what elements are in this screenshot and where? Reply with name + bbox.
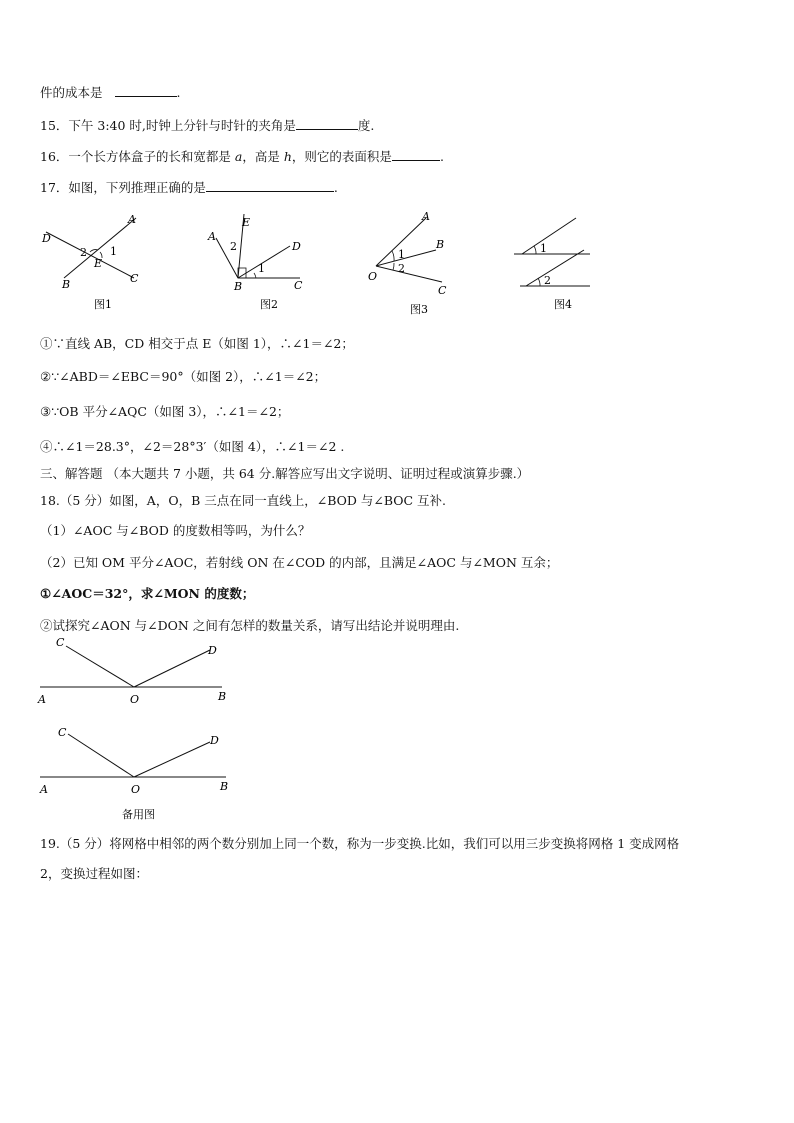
q15-text: 15．下午 3:40 时,时钟上分针与时针的夹角是: [40, 118, 296, 133]
caption-fig3: 图3: [410, 303, 428, 316]
caption-fig1: 图1: [94, 298, 112, 311]
var-h: h: [283, 149, 292, 164]
angle-2: 2: [230, 240, 237, 253]
caption-fig2: 图2: [260, 298, 278, 311]
angle-2: 2: [398, 262, 405, 275]
label-O: O: [368, 270, 378, 283]
label-A: A: [40, 783, 48, 796]
q14-text: 件的成本是: [40, 85, 103, 100]
label-A: A: [38, 693, 46, 706]
figure-4: [508, 210, 618, 320]
label-B: B: [436, 238, 445, 251]
q19-line2: 2，变换过程如图：: [40, 866, 148, 881]
figure-1: [36, 210, 156, 320]
q18-part2b: ②试探究∠AON 与∠DON 之间有怎样的数量关系，请写出结论并说明理由.: [40, 618, 460, 633]
question-17: 17．如图，下列推理正确的是 .: [40, 180, 338, 195]
var-a: a: [234, 149, 243, 164]
angle-2: 2: [80, 246, 87, 259]
label-O: O: [130, 693, 140, 706]
label-C: C: [438, 284, 447, 297]
option-4: ④∴∠1＝28.3°，∠2＝28°3′（如图 4），∴∠1＝∠2 .: [40, 439, 345, 454]
label-D: D: [292, 240, 301, 253]
caption-backup: 备用图: [122, 808, 155, 821]
figure-3: [364, 206, 484, 321]
label-C: C: [130, 272, 139, 285]
label-B: B: [220, 780, 229, 793]
q18-backup-figure: [36, 722, 236, 822]
answer-blank[interactable]: [115, 84, 177, 97]
angle-1: 1: [110, 245, 117, 258]
label-C: C: [294, 279, 303, 292]
option-3: ③∵OB 平分∠AQC（如图 3），∴∠1＝∠2；: [40, 404, 290, 419]
label-E: E: [242, 216, 251, 229]
label-C: C: [56, 636, 65, 649]
question-16: 16．一个长方体盒子的长和宽都是 a，高是 h，则它的表面积是 .: [40, 149, 444, 164]
option-1: ①∵直线 AB，CD 相交于点 E（如图 1），∴∠1＝∠2；: [40, 336, 354, 351]
q18-part2: （2）已知 OM 平分∠AOC，若射线 ON 在∠COD 的内部，且满足∠AOC 与∠MON 互余；: [40, 555, 559, 570]
q14-tail: 件的成本是 .: [40, 85, 181, 100]
label-B: B: [234, 280, 243, 293]
label-D: D: [210, 734, 219, 747]
question-15: 15．下午 3:40 时,时钟上分针与时针的夹角是 度.: [40, 118, 375, 133]
angle-2: 2: [544, 274, 551, 287]
caption-fig4: 图4: [554, 298, 572, 311]
q18-figure: [36, 632, 236, 712]
q19-line1: 19.（5 分）将网格中相邻的两个数分别加上同一个数，称为一步变换.比如，我们可以用三步变换将网格 1 变成网格: [40, 836, 680, 851]
answer-blank[interactable]: [206, 179, 334, 192]
q18-part2a: ①∠AOC＝32°，求∠MON 的度数；: [40, 586, 255, 601]
angle-1: 1: [258, 262, 265, 275]
q18-stem: 18.（5 分）如图，A，O，B 三点在同一直线上，∠BOD 与∠BOC 互补.: [40, 493, 447, 508]
angle-1: 1: [540, 242, 547, 255]
label-O: O: [131, 783, 141, 796]
section-3-heading: 三、解答题 （本大题共 7 小题，共 64 分.解答应写出文字说明、证明过程或演算步骤.）: [40, 466, 530, 481]
label-A: A: [208, 230, 216, 243]
label-B: B: [218, 690, 227, 703]
label-A: A: [422, 210, 430, 223]
label-D: D: [208, 644, 217, 657]
angle-1: 1: [398, 248, 405, 261]
label-D: D: [42, 232, 51, 245]
label-B: B: [62, 278, 71, 291]
q18-part1: （1）∠AOC 与∠BOD 的度数相等吗，为什么？: [40, 523, 311, 538]
figure-2: [200, 210, 320, 320]
label-A: A: [128, 213, 136, 226]
answer-blank[interactable]: [296, 117, 358, 130]
label-C: C: [58, 726, 67, 739]
label-E: E: [94, 257, 103, 270]
answer-blank[interactable]: [392, 148, 440, 161]
option-2: ②∵∠ABD＝∠EBC＝90°（如图 2），∴∠1＝∠2；: [40, 369, 327, 384]
